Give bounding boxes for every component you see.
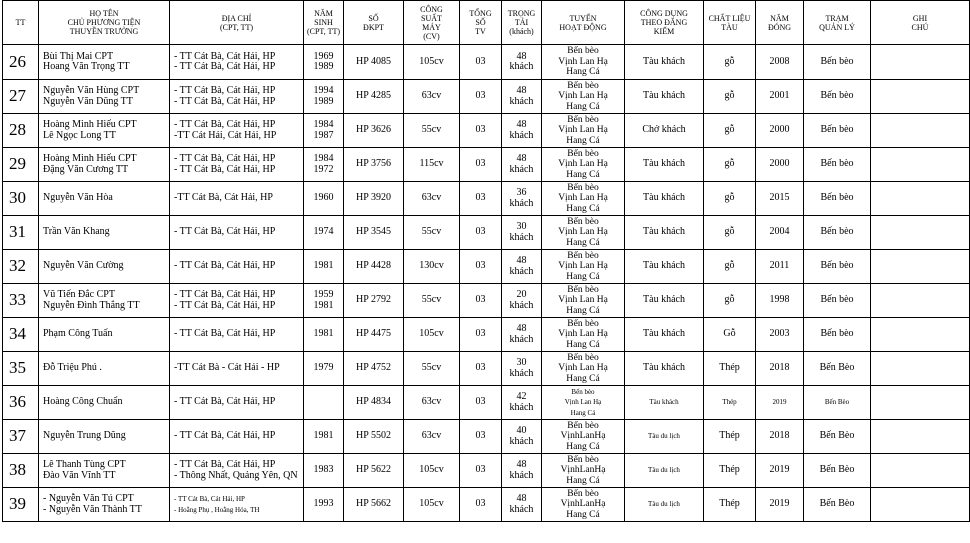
- management-station: Bến bèo: [804, 45, 871, 80]
- management-station: Bến bèo: [804, 318, 871, 352]
- engine-power: 55cv: [404, 352, 460, 386]
- crew-count: 03: [460, 250, 502, 284]
- header-address: ĐỊA CHỈ (CPT, TT): [170, 1, 304, 45]
- engine-power: 130cv: [404, 250, 460, 284]
- table-row: [3, 114, 970, 148]
- operating-route: Bến bèo VịnhLanHạ Hang Cá: [542, 454, 625, 488]
- note: [871, 45, 970, 80]
- note: [871, 250, 970, 284]
- passenger-load: 48 khách: [502, 250, 542, 284]
- management-station: Bến Bèo: [804, 420, 871, 454]
- passenger-load: 30 khách: [502, 352, 542, 386]
- crew-count: 03: [460, 352, 502, 386]
- registration-number: HP 4085: [344, 45, 404, 80]
- engine-power: 105cv: [404, 45, 460, 80]
- header-note: GHI CHÚ: [871, 1, 970, 45]
- operating-route: Bến bèo Vịnh Lan Hạ Hang Cá: [542, 80, 625, 114]
- owner-address: - TT Cát Bà, Cát Hải, HP: [170, 386, 304, 420]
- hull-material: gỗ: [704, 216, 756, 250]
- header-tt: TT: [3, 1, 39, 45]
- registered-usage: Tàu du lịch: [625, 488, 704, 522]
- header-crew: TỔNG SỐ TV: [460, 1, 502, 45]
- owner-address: -TT Cát Bà, Cát Hải, HP: [170, 182, 304, 216]
- table-row: [3, 148, 970, 182]
- passenger-load: 48 khách: [502, 148, 542, 182]
- registration-number: HP 4285: [344, 80, 404, 114]
- crew-count: 03: [460, 420, 502, 454]
- owner-address: - TT Cát Bà, Cát Hải, HP -TT Cát Hải, Cát Hải, HP: [170, 114, 304, 148]
- owner-address: - TT Cát Bà, Cát Hải, HP - Thông Nhất, Quảng Yên, QN: [170, 454, 304, 488]
- management-station: Bến Bèo: [804, 386, 871, 420]
- owner-name: Bùi Thị Mai CPT Hoang Văn Trọng TT: [39, 45, 170, 80]
- registration-number: HP 4428: [344, 250, 404, 284]
- registration-number: HP 4475: [344, 318, 404, 352]
- crew-count: 03: [460, 182, 502, 216]
- birth-year: [304, 386, 344, 420]
- header-engine-power: CÔNG SUẤT MÁY (CV): [404, 1, 460, 45]
- note: [871, 284, 970, 318]
- table-row: [3, 284, 970, 318]
- passenger-load: 48 khách: [502, 114, 542, 148]
- owner-name: Lê Thanh Tùng CPT Đào Văn Vĩnh TT: [39, 454, 170, 488]
- operating-route: Bến bèo Vịnh Lan Hạ Hang Cá: [542, 148, 625, 182]
- owner-name: Hoàng Minh Hiếu CPT Lê Ngọc Long TT: [39, 114, 170, 148]
- table-row: [3, 45, 970, 80]
- hull-material: gỗ: [704, 182, 756, 216]
- birth-year: 1981: [304, 318, 344, 352]
- registration-number: HP 3545: [344, 216, 404, 250]
- engine-power: 55cv: [404, 284, 460, 318]
- hull-material: gỗ: [704, 284, 756, 318]
- table-row: [3, 454, 970, 488]
- operating-route: Bến bèo Vịnh Lan Hạ Hang Cá: [542, 386, 625, 420]
- owner-name: Nguyễn Văn Cường: [39, 250, 170, 284]
- build-year: 2019: [756, 488, 804, 522]
- owner-address: - TT Cát Bà, Cát Hải, HP: [170, 216, 304, 250]
- management-station: Bến Bèo: [804, 352, 871, 386]
- hull-material: Thép: [704, 488, 756, 522]
- table-row: [3, 352, 970, 386]
- header-birth-year: NĂM SINH (CPT, TT): [304, 1, 344, 45]
- engine-power: 63cv: [404, 420, 460, 454]
- owner-address: - TT Cát Bà, Cát Hải, HP - Hoằng Phụ , Hoằng Hóa, TH: [170, 488, 304, 522]
- owner-name: Đỗ Triệu Phú .: [39, 352, 170, 386]
- row-number: 39: [3, 488, 39, 522]
- note: [871, 386, 970, 420]
- build-year: 2018: [756, 352, 804, 386]
- management-station: Bến bèo: [804, 250, 871, 284]
- passenger-load: 48 khách: [502, 454, 542, 488]
- build-year: 2000: [756, 114, 804, 148]
- management-station: Bến bèo: [804, 284, 871, 318]
- crew-count: 03: [460, 454, 502, 488]
- table-row: [3, 386, 970, 420]
- table-row: [3, 318, 970, 352]
- crew-count: 03: [460, 284, 502, 318]
- passenger-load: 20 khách: [502, 284, 542, 318]
- operating-route: Bến bèo Vịnh Lan Hạ Hang Cá: [542, 352, 625, 386]
- row-number: 31: [3, 216, 39, 250]
- owner-name: Hoàng Minh Hiếu CPT Đặng Văn Cương TT: [39, 148, 170, 182]
- crew-count: 03: [460, 45, 502, 80]
- passenger-load: 48 khách: [502, 318, 542, 352]
- passenger-load: 48 khách: [502, 45, 542, 80]
- owner-address: -TT Cát Bà - Cát Hải - HP: [170, 352, 304, 386]
- passenger-load: 48 khách: [502, 80, 542, 114]
- header-owner: HỌ TÊN CHỦ PHƯƠNG TIỆN THUYỀN TRƯỞNG: [39, 1, 170, 45]
- crew-count: 03: [460, 216, 502, 250]
- operating-route: Bến bèo Vịnh Lan Hạ Hang Cá: [542, 216, 625, 250]
- operating-route: Bến bèo VịnhLanHạ Hang Cá: [542, 488, 625, 522]
- note: [871, 454, 970, 488]
- birth-year: 1959 1981: [304, 284, 344, 318]
- engine-power: 63cv: [404, 182, 460, 216]
- build-year: 2015: [756, 182, 804, 216]
- owner-address: - TT Cát Bà, Cát Hải, HP - TT Cát Bà, Cát Hải, HP: [170, 148, 304, 182]
- birth-year: 1979: [304, 352, 344, 386]
- build-year: 2000: [756, 148, 804, 182]
- owner-address: - TT Cát Bà, Cát Hải, HP - TT Cát Bà, Cát Hải, HP: [170, 45, 304, 80]
- registration-number: HP 3756: [344, 148, 404, 182]
- row-number: 33: [3, 284, 39, 318]
- owner-address: - TT Cát Bà, Cát Hải, HP - TT Cát Bà, Cát Hải, HP: [170, 284, 304, 318]
- build-year: 2003: [756, 318, 804, 352]
- registration-number: HP 3920: [344, 182, 404, 216]
- table-row: [3, 250, 970, 284]
- management-station: Bến bèo: [804, 80, 871, 114]
- note: [871, 352, 970, 386]
- birth-year: 1981: [304, 250, 344, 284]
- registration-number: HP 2792: [344, 284, 404, 318]
- birth-year: 1984 1987: [304, 114, 344, 148]
- birth-year: 1969 1989: [304, 45, 344, 80]
- build-year: 2019: [756, 454, 804, 488]
- table-row: [3, 420, 970, 454]
- row-number: 29: [3, 148, 39, 182]
- birth-year: 1994 1989: [304, 80, 344, 114]
- crew-count: 03: [460, 148, 502, 182]
- vessel-registry-table: [2, 0, 970, 522]
- table-row: [3, 216, 970, 250]
- row-number: 36: [3, 386, 39, 420]
- hull-material: gỗ: [704, 114, 756, 148]
- header-load: TRỌNG TẢI (khách): [502, 1, 542, 45]
- operating-route: Bến bèo VịnhLanHạ Hang Cá: [542, 420, 625, 454]
- hull-material: Gỗ: [704, 318, 756, 352]
- management-station: Bến bèo: [804, 216, 871, 250]
- registration-number: HP 4834: [344, 386, 404, 420]
- row-number: 28: [3, 114, 39, 148]
- header-registration: SỐ ĐKPT: [344, 1, 404, 45]
- registered-usage: Tàu khách: [625, 148, 704, 182]
- engine-power: 63cv: [404, 386, 460, 420]
- passenger-load: 42 khách: [502, 386, 542, 420]
- build-year: 2011: [756, 250, 804, 284]
- owner-name: Trần Văn Khang: [39, 216, 170, 250]
- crew-count: 03: [460, 386, 502, 420]
- registered-usage: Tàu khách: [625, 284, 704, 318]
- header-build-year: NĂM ĐÓNG: [756, 1, 804, 45]
- row-number: 30: [3, 182, 39, 216]
- crew-count: 03: [460, 114, 502, 148]
- header-usage: CÔNG DỤNG THEO ĐĂNG KIỂM: [625, 1, 704, 45]
- note: [871, 488, 970, 522]
- engine-power: 55cv: [404, 216, 460, 250]
- birth-year: 1993: [304, 488, 344, 522]
- operating-route: Bến bèo Vịnh Lan Hạ Hang Cá: [542, 114, 625, 148]
- engine-power: 105cv: [404, 318, 460, 352]
- crew-count: 03: [460, 80, 502, 114]
- table-row: [3, 80, 970, 114]
- registered-usage: Tàu khách: [625, 386, 704, 420]
- row-number: 34: [3, 318, 39, 352]
- header-station: TRẠM QUẢN LÝ: [804, 1, 871, 45]
- engine-power: 55cv: [404, 114, 460, 148]
- registered-usage: Tàu khách: [625, 250, 704, 284]
- registration-number: HP 5622: [344, 454, 404, 488]
- operating-route: Bến bèo Vịnh Lan Hạ Hang Cá: [542, 318, 625, 352]
- build-year: 2008: [756, 45, 804, 80]
- registered-usage: Tàu khách: [625, 318, 704, 352]
- management-station: Bến Bèo: [804, 454, 871, 488]
- registered-usage: Tàu khách: [625, 216, 704, 250]
- crew-count: 03: [460, 318, 502, 352]
- operating-route: Bến bèo Vịnh Lan Hạ Hang Cá: [542, 250, 625, 284]
- engine-power: 115cv: [404, 148, 460, 182]
- owner-name: - Nguyễn Văn Tú CPT - Nguyễn Văn Thành TT: [39, 488, 170, 522]
- owner-address: - TT Cát Bà, Cát Hải, HP: [170, 318, 304, 352]
- passenger-load: 40 khách: [502, 420, 542, 454]
- note: [871, 420, 970, 454]
- registered-usage: Tàu du lịch: [625, 454, 704, 488]
- owner-name: Nguyễn Trung Dũng: [39, 420, 170, 454]
- row-number: 27: [3, 80, 39, 114]
- birth-year: 1981: [304, 420, 344, 454]
- header-route: TUYẾN HOẠT ĐỘNG: [542, 1, 625, 45]
- birth-year: 1960: [304, 182, 344, 216]
- registration-number: HP 5662: [344, 488, 404, 522]
- build-year: 1998: [756, 284, 804, 318]
- engine-power: 105cv: [404, 454, 460, 488]
- owner-name: Nguyễn Văn Hùng CPT Nguyễn Văn Dũng TT: [39, 80, 170, 114]
- row-number: 37: [3, 420, 39, 454]
- hull-material: gỗ: [704, 80, 756, 114]
- hull-material: Thép: [704, 420, 756, 454]
- owner-address: - TT Cát Bà, Cát Hải, HP - TT Cát Bà, Cát Hải, HP: [170, 80, 304, 114]
- management-station: Bến Bèo: [804, 488, 871, 522]
- header-row: [3, 1, 970, 45]
- row-number: 35: [3, 352, 39, 386]
- build-year: 2018: [756, 420, 804, 454]
- note: [871, 182, 970, 216]
- note: [871, 148, 970, 182]
- registered-usage: Tàu du lịch: [625, 420, 704, 454]
- birth-year: 1983: [304, 454, 344, 488]
- note: [871, 216, 970, 250]
- crew-count: 03: [460, 488, 502, 522]
- registered-usage: Tàu khách: [625, 352, 704, 386]
- row-number: 26: [3, 45, 39, 80]
- passenger-load: 48 khách: [502, 488, 542, 522]
- registered-usage: Tàu khách: [625, 80, 704, 114]
- birth-year: 1974: [304, 216, 344, 250]
- build-year: 2001: [756, 80, 804, 114]
- passenger-load: 30 khách: [502, 216, 542, 250]
- registration-number: HP 3626: [344, 114, 404, 148]
- hull-material: Thép: [704, 386, 756, 420]
- row-number: 32: [3, 250, 39, 284]
- owner-name: Vũ Tiến Đắc CPT Nguyễn Đình Thắng TT: [39, 284, 170, 318]
- registered-usage: Tàu khách: [625, 182, 704, 216]
- build-year: 2004: [756, 216, 804, 250]
- hull-material: gỗ: [704, 148, 756, 182]
- note: [871, 114, 970, 148]
- note: [871, 80, 970, 114]
- management-station: Bến bèo: [804, 114, 871, 148]
- passenger-load: 36 khách: [502, 182, 542, 216]
- hull-material: Thép: [704, 352, 756, 386]
- owner-name: Nguyễn Văn Hòa: [39, 182, 170, 216]
- operating-route: Bến bèo Vịnh Lan Hạ Hang Cá: [542, 45, 625, 80]
- management-station: Bến bèo: [804, 182, 871, 216]
- row-number: 38: [3, 454, 39, 488]
- operating-route: Bến bèo Vịnh Lan Hạ Hang Cá: [542, 284, 625, 318]
- table-row: [3, 488, 970, 522]
- note: [871, 318, 970, 352]
- engine-power: 105cv: [404, 488, 460, 522]
- management-station: Bến bèo: [804, 148, 871, 182]
- owner-address: - TT Cát Bà, Cát Hải, HP: [170, 250, 304, 284]
- hull-material: gỗ: [704, 250, 756, 284]
- registered-usage: Tàu khách: [625, 45, 704, 80]
- owner-name: Phạm Công Tuấn: [39, 318, 170, 352]
- registration-number: HP 5502: [344, 420, 404, 454]
- table-row: [3, 182, 970, 216]
- birth-year: 1984 1972: [304, 148, 344, 182]
- owner-name: Hoàng Công Chuẩn: [39, 386, 170, 420]
- header-material: CHẤT LIỆU TÀU: [704, 1, 756, 45]
- operating-route: Bến bèo Vịnh Lan Hạ Hang Cá: [542, 182, 625, 216]
- engine-power: 63cv: [404, 80, 460, 114]
- hull-material: Thép: [704, 454, 756, 488]
- registration-number: HP 4752: [344, 352, 404, 386]
- hull-material: gỗ: [704, 45, 756, 80]
- owner-address: - TT Cát Bà, Cát Hải, HP: [170, 420, 304, 454]
- build-year: 2019: [756, 386, 804, 420]
- registered-usage: Chở khách: [625, 114, 704, 148]
